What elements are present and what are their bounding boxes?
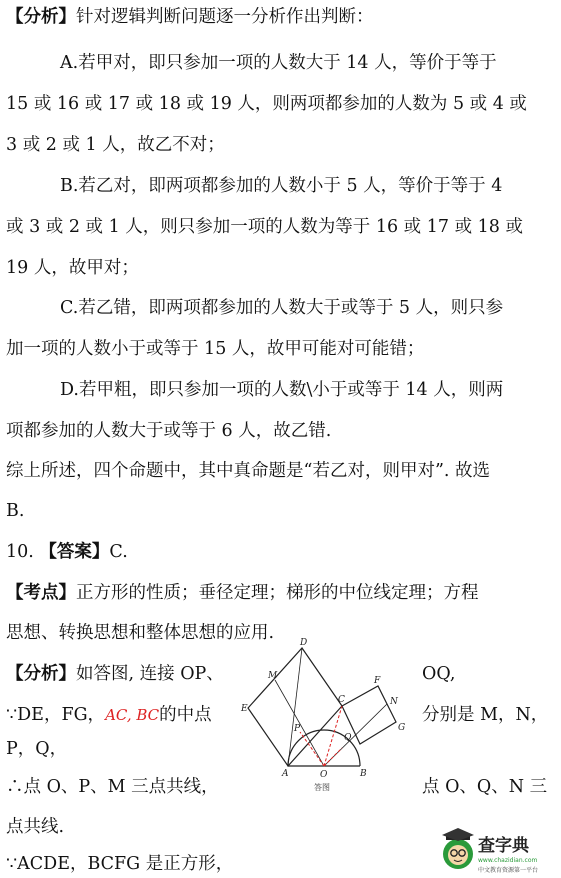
text-line: 点共线. xyxy=(6,817,65,837)
logo-slogan: 中文教育资源第一平台 xyxy=(478,867,539,874)
text-line: A.若甲对，即只参加一项的人数大于 14 人，等价于等于 xyxy=(60,53,497,73)
text-line: 综上所述，四个命题中，其中真命题是“若乙对，则甲对”. 故选 xyxy=(6,461,491,481)
text-line: ∴点 O、P、M 三点共线， xyxy=(6,777,219,797)
mascot-icon xyxy=(442,828,474,869)
text-line: 19 人，故甲对； xyxy=(6,258,139,278)
text-fragment: OQ, xyxy=(422,664,456,684)
point-label: P xyxy=(294,724,301,734)
point-label: B xyxy=(360,769,367,779)
figure-caption: 答图 xyxy=(314,783,330,792)
point-label: E xyxy=(241,704,248,714)
logo xyxy=(440,826,558,876)
text-line: ∵DE，FG，AC, BC的中点 xyxy=(6,705,212,725)
geometry-figure xyxy=(240,636,410,794)
point-label: C xyxy=(338,695,345,705)
point-label: Q xyxy=(344,733,352,743)
logo-url: www.chazidian.com xyxy=(478,857,538,864)
question-number: 10. xyxy=(6,542,34,562)
section-head: 【分析】 xyxy=(6,7,76,27)
text-line: B. xyxy=(6,501,25,521)
point-label: A xyxy=(282,769,289,779)
text-line: ∵ACDE，BCFG 是正方形， xyxy=(6,854,234,874)
text-line: 15 或 16 或 17 或 18 或 19 人，则两项都参加的人数为 5 或 4 或 xyxy=(6,94,527,114)
point-label: N xyxy=(390,697,398,707)
text-line: B.若乙对，即两项都参加的人数小于 5 人，等价于等于 4 xyxy=(60,176,503,196)
section-head: 【答案】 xyxy=(39,542,110,562)
text-line: D.若甲粗，即只参加一项的人数\小于或等于 14 人，则两 xyxy=(60,380,504,400)
point-label: G xyxy=(398,723,406,733)
text-fragment: 分别是 M，N， xyxy=(422,705,549,725)
point-label: D xyxy=(300,638,308,648)
section-head: 【考点】 xyxy=(6,583,76,603)
text-fragment: 点 O、Q、N 三 xyxy=(422,777,548,797)
knowledge-line: 【考点】正方形的性质；垂径定理；梯形的中位线定理；方程 xyxy=(6,583,479,603)
arc-label: AC, BC xyxy=(105,706,160,724)
text-line: 项都参加的人数大于或等于 6 人，故乙错. xyxy=(6,421,332,441)
text-line: 3 或 2 或 1 人，故乙不对； xyxy=(6,135,225,155)
text-line: C.若乙错，即两项都参加的人数大于或等于 5 人，则只参 xyxy=(60,298,504,318)
analysis-line-2: 【分析】如答图, 连接 OP、 xyxy=(6,664,224,684)
text-line: P，Q， xyxy=(6,739,68,759)
analysis-line-1: 【分析】针对逻辑判断问题逐一分析作出判断： xyxy=(6,7,374,27)
text-line: 思想、转换思想和整体思想的应用. xyxy=(6,623,275,643)
text-line: 加一项的人数小于或等于 15 人，故甲可能对可能错； xyxy=(6,339,425,359)
answer-line: 10. 【答案】C. xyxy=(6,542,128,562)
section-head: 【分析】 xyxy=(6,664,76,684)
point-label: F xyxy=(374,676,381,686)
point-label: O xyxy=(320,770,328,780)
logo-name: 查字典 xyxy=(478,836,529,856)
text-line: 或 3 或 2 或 1 人，则只参加一项的人数为等于 16 或 17 或 18 或 xyxy=(6,217,523,237)
point-label: M xyxy=(268,671,278,681)
